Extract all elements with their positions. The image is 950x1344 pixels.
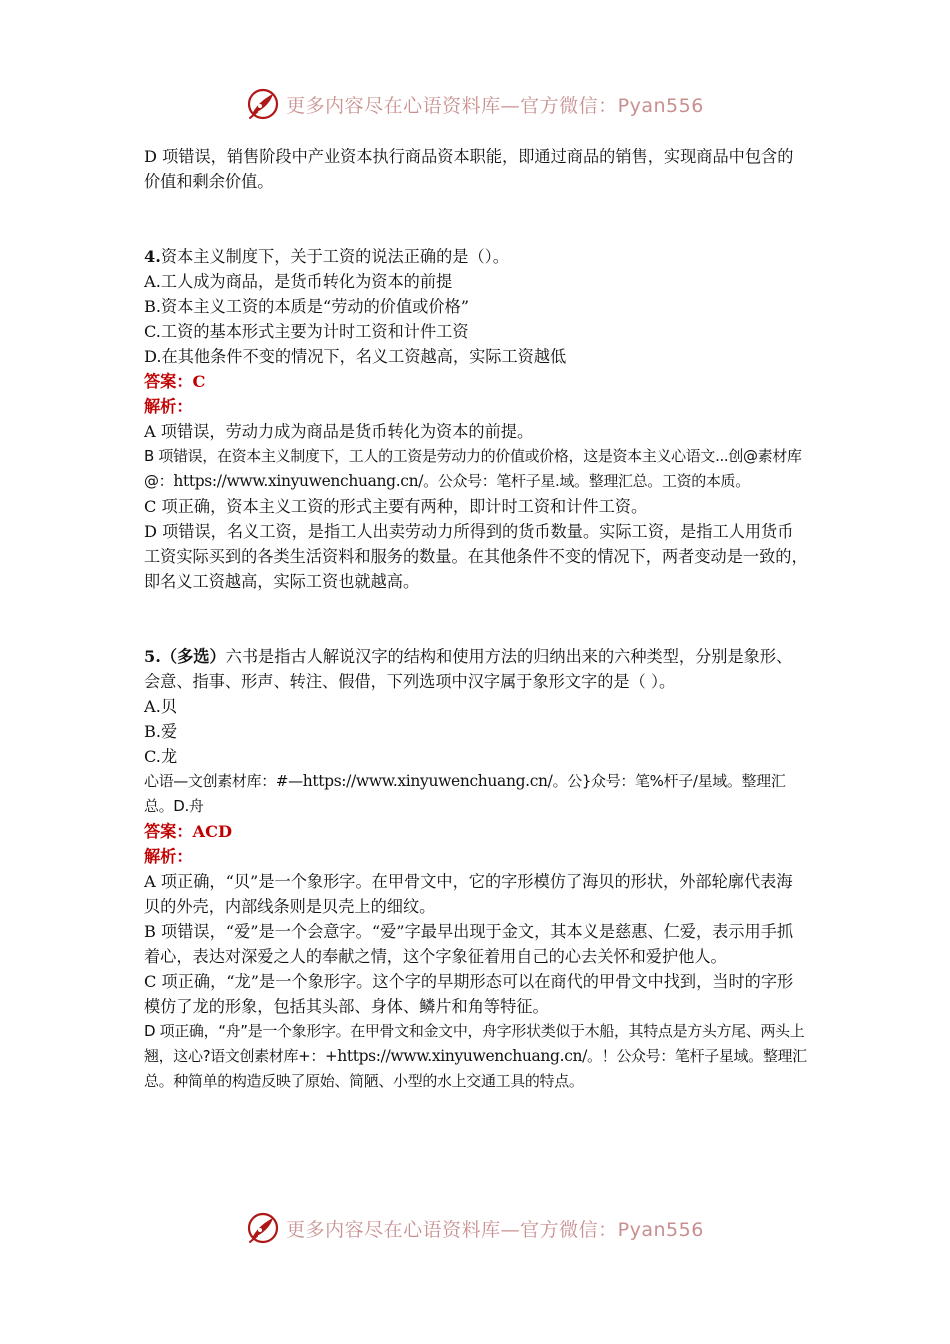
q4-option-a: A.工人成为商品，是货币转化为资本的前提: [144, 272, 453, 291]
q4-option-b: B.资本主义工资的本质是“劳动的价值或价格”: [144, 297, 469, 316]
pen-logo-icon: [246, 87, 280, 121]
q5-stem: 5.（多选）六书是指古人解说汉字的结构和使用方法的归纳出来的六种类型，分别是象形、会意、指事、形声、转注、假借，下列选项中汉字属于象形文字的是（ ）。: [144, 647, 793, 691]
banner-text: 更多内容尽在心语资料库—官方微信：Pyan556: [286, 1218, 704, 1241]
q5-analysis-a: A 项正确，“贝”是一个象形字。在甲骨文中，它的字形模仿了海贝的形状，外部轮廓代表海贝的外壳，内部线条则是贝壳上的细纹。: [144, 872, 793, 916]
q5-option-b: B.爱: [144, 722, 178, 741]
q4-option-c: C.工资的基本形式主要为计时工资和计件工资: [144, 322, 469, 341]
header-banner: [0, 84, 950, 124]
q4-analysis-a: A 项错误，劳动力成为商品是货币转化为资本的前提。: [144, 422, 534, 441]
q5-analysis-label: 解析：: [144, 847, 193, 866]
q4-analysis-b: B 项错误，在资本主义制度下，工人的工资是劳动力的价值或价格，这是资本主义心语文...创@素材库@：https://www.xinyuwenchuang.cn/。公众号：笔杆子星.域。整理汇总。工资的本质。: [144, 447, 802, 490]
q5-analysis-d: D 项正确，“舟”是一个象形字。在甲骨文和金文中，舟字形状类似于木船，其特点是方头方尾、两头上翘，这心?语文创素材库+：+https://www.xinyuwenchuang.cn/。！公众号：笔杆子星域。整理汇总。种简单的构造反映了原始、简陋、小型的水上交通工具的特点。: [144, 1022, 807, 1090]
q4-option-d: D.在其他条件不变的情况下，名义工资越高，实际工资越低: [144, 347, 567, 366]
watermark-url: https://www.xinyuwenchuang.cn/: [173, 472, 424, 490]
q4-analysis-label: 解析：: [144, 397, 193, 416]
watermark-url: https://www.xinyuwenchuang.cn/: [302, 772, 553, 790]
q4-answer: 答案：C: [144, 372, 206, 391]
q5-option-d-watermark: 心语—文创素材库：#—https://www.xinyuwenchuang.cn/。公}众号：笔%杆子/星域。整理汇总。D.舟: [144, 772, 786, 815]
q5-option-c: C.龙: [144, 747, 178, 766]
pen-logo-icon: [246, 1211, 280, 1245]
footer-banner: [0, 1208, 950, 1248]
wechat-id: Pyan556: [617, 1218, 704, 1241]
banner-text: 更多内容尽在心语资料库—官方微信：Pyan556: [286, 94, 704, 117]
q5-tag: （多选）: [160, 647, 226, 666]
wechat-id: Pyan556: [617, 94, 704, 117]
q4-stem: 4.资本主义制度下，关于工资的说法正确的是（）。: [144, 247, 509, 266]
q5-analysis-c: C 项正确，“龙”是一个象形字。这个字的早期形态可以在商代的甲骨文中找到，当时的字形模仿了龙的形象，包括其头部、身体、鳞片和角等特征。: [144, 972, 794, 1016]
q5-number: 5.: [144, 647, 161, 666]
q5-option-a: A.贝: [144, 697, 178, 716]
document-body: [144, 144, 808, 1094]
q5-answer: 答案：ACD: [144, 822, 233, 841]
q4-number: 4.: [144, 247, 161, 266]
q3-d-explanation: D 项错误，销售阶段中产业资本执行商品资本职能，即通过商品的销售，实现商品中包含的价值和剩余价值。: [144, 147, 794, 191]
watermark-url: https://www.xinyuwenchuang.cn/: [337, 1047, 588, 1065]
q4-analysis-d: D 项错误，名义工资，是指工人出卖劳动力所得到的货币数量。实际工资，是指工人用货币工资实际买到的各类生活资料和服务的数量。在其他条件不变的情况下，两者变动是一致的，即名义工资越高，实际工资也就越高。: [144, 522, 808, 591]
q5-analysis-b: B 项错误，“爱”是一个会意字。“爱”字最早出现于金文，其本义是慈惠、仁爱，表示用手抓着心，表达对深爱之人的奉献之情，这个字象征着用自己的心去关怀和爱护他人。: [144, 922, 794, 966]
q4-analysis-c: C 项正确，资本主义工资的形式主要有两种，即计时工资和计件工资。: [144, 497, 648, 516]
